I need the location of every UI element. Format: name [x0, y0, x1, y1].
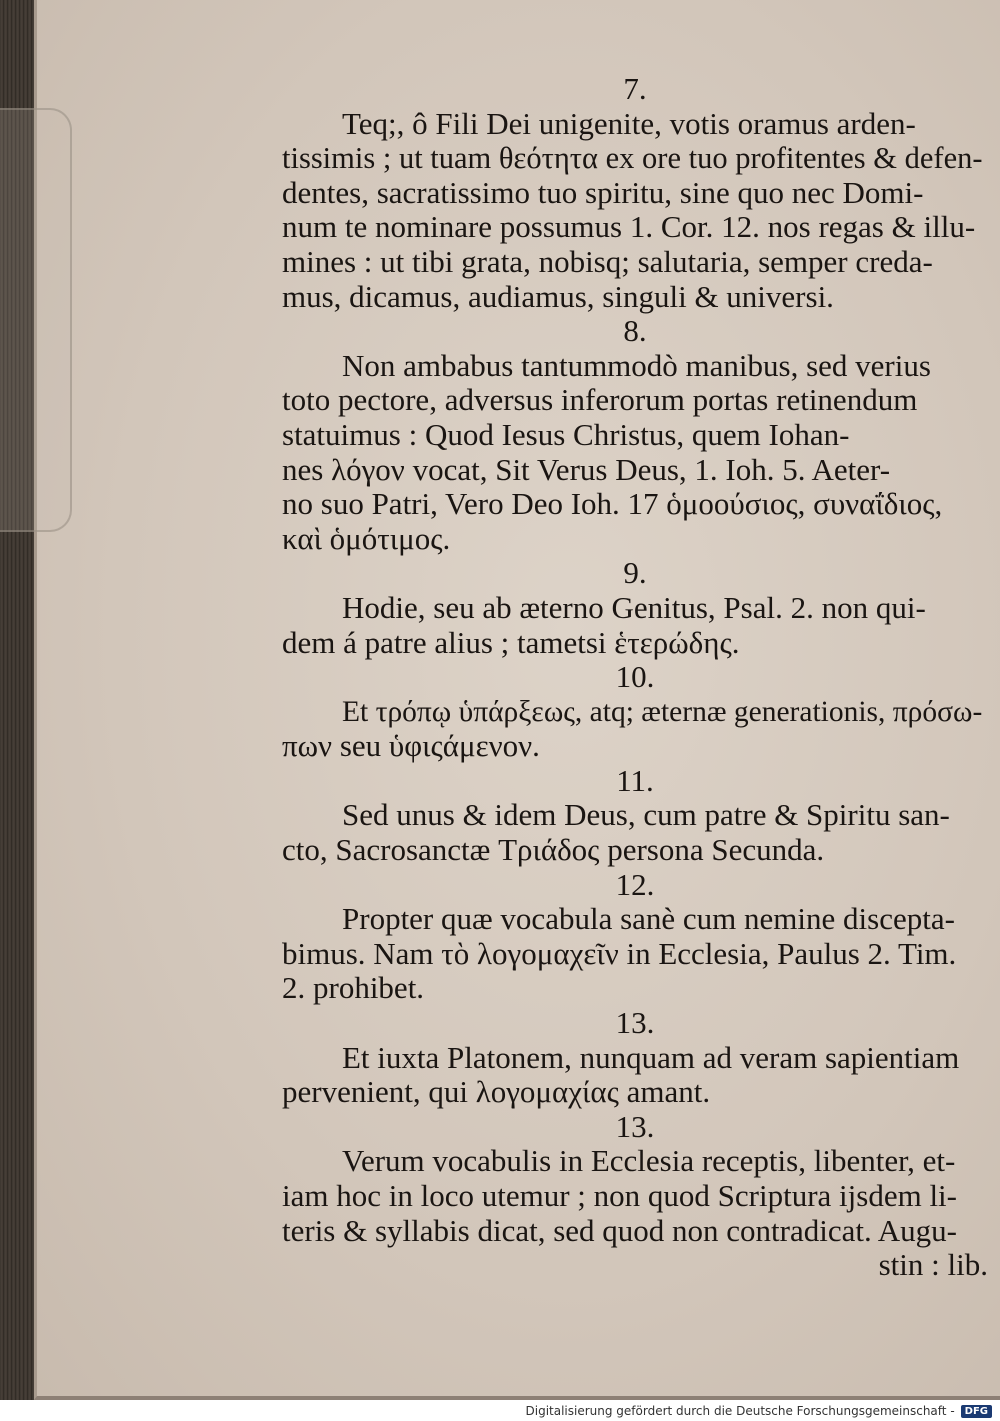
section-8	[282, 314, 988, 556]
text-line: num te nominare possumus 1. Cor. 12. nos regas & illu-	[282, 209, 976, 245]
text-line: no suo Patri, Vero Deo Ioh. 17 ὁμοούσιος, συναΐδιος,	[282, 486, 943, 522]
section-11	[282, 764, 988, 868]
text-line: Teq;, ô Fili Dei unigenite, votis oramus arden-	[342, 105, 916, 141]
text-line: Non ambabus tantummodò manibus, sed verius	[342, 347, 931, 383]
text-line: statuimus : Quod Iesus Christus, quem Iohan-	[282, 416, 850, 452]
text-line: toto pectore, adversus inferorum portas retinendum	[282, 382, 918, 418]
text-line: cto, Sacrosanctæ Τριάδος persona Secunda.	[282, 832, 825, 868]
text-line: Et iuxta Platonem, nunquam ad veram sapientiam	[342, 1039, 960, 1075]
section-number: 9.	[623, 555, 647, 591]
page-text	[282, 72, 988, 1283]
text-line: πων seu ὑφιςάμενον.	[282, 728, 540, 764]
footer-text: Digitalisierung gefördert durch die Deutsche Forschungsgemeinschaft -	[525, 1404, 955, 1418]
text-line: dem á patre alius ; tametsi ἑτερώδης.	[282, 624, 740, 660]
section-13b	[282, 1110, 988, 1248]
section-number: 11.	[616, 762, 654, 798]
section-9	[282, 556, 988, 660]
digitization-footer	[526, 1401, 993, 1421]
text-line: Hodie, seu ab æterno Genitus, Psal. 2. non qui-	[342, 589, 926, 625]
text-line: teris & syllabis dicat, sed quod non contradicat. Augu-	[282, 1212, 957, 1248]
text-line: Et τρόπῳ ὑπάρξεως, atq; æternæ generationis, πρόσω-	[342, 695, 983, 728]
section-number: 12.	[615, 866, 655, 902]
text-line: mus, dicamus, audiamus, singuli & universi.	[282, 278, 834, 314]
text-line: καὶ ὁμότιμος.	[282, 520, 451, 556]
text-line: Propter quæ vocabula sanè cum nemine discepta-	[342, 901, 955, 937]
text-line: bimus. Nam τὸ λογομαχεῖν in Ecclesia, Paulus 2. Tim.	[282, 935, 957, 971]
section-number: 13.	[615, 1108, 655, 1144]
text-line: 2. prohibet.	[282, 970, 425, 1006]
catchword: stin : lib.	[878, 1247, 988, 1283]
text-line: dentes, sacratissimo tuo spiritu, sine quo nec Domi-	[282, 174, 924, 210]
page-clip	[0, 108, 72, 532]
section-12	[282, 868, 988, 1006]
text-line: Sed unus & idem Deus, cum patre & Spiritu san-	[342, 797, 950, 833]
text-line: Verum vocabulis in Ecclesia receptis, libenter, et-	[342, 1143, 956, 1179]
page-number: 7.	[623, 71, 647, 106]
text-line: pervenient, qui λογομαχίας amant.	[282, 1074, 711, 1110]
section-number: 13.	[615, 1005, 655, 1041]
section-10	[282, 660, 988, 764]
section-number: 10.	[615, 659, 655, 695]
text-line: iam hoc in loco utemur ; non quod Scriptura ijsdem li-	[282, 1178, 957, 1213]
section-7	[282, 107, 988, 315]
dfg-logo: DFG	[961, 1405, 992, 1418]
text-line: tissimis ; ut tuam θεότητα ex ore tuo profitentes & defen-	[282, 141, 983, 176]
text-line: nes λόγον vocat, Sit Verus Deus, 1. Ioh. 5. Aeter-	[282, 451, 891, 487]
section-13a	[282, 1006, 988, 1110]
section-number: 8.	[623, 313, 647, 349]
text-line: mines : ut tibi grata, nobisq; salutaria, semper creda-	[282, 243, 933, 279]
